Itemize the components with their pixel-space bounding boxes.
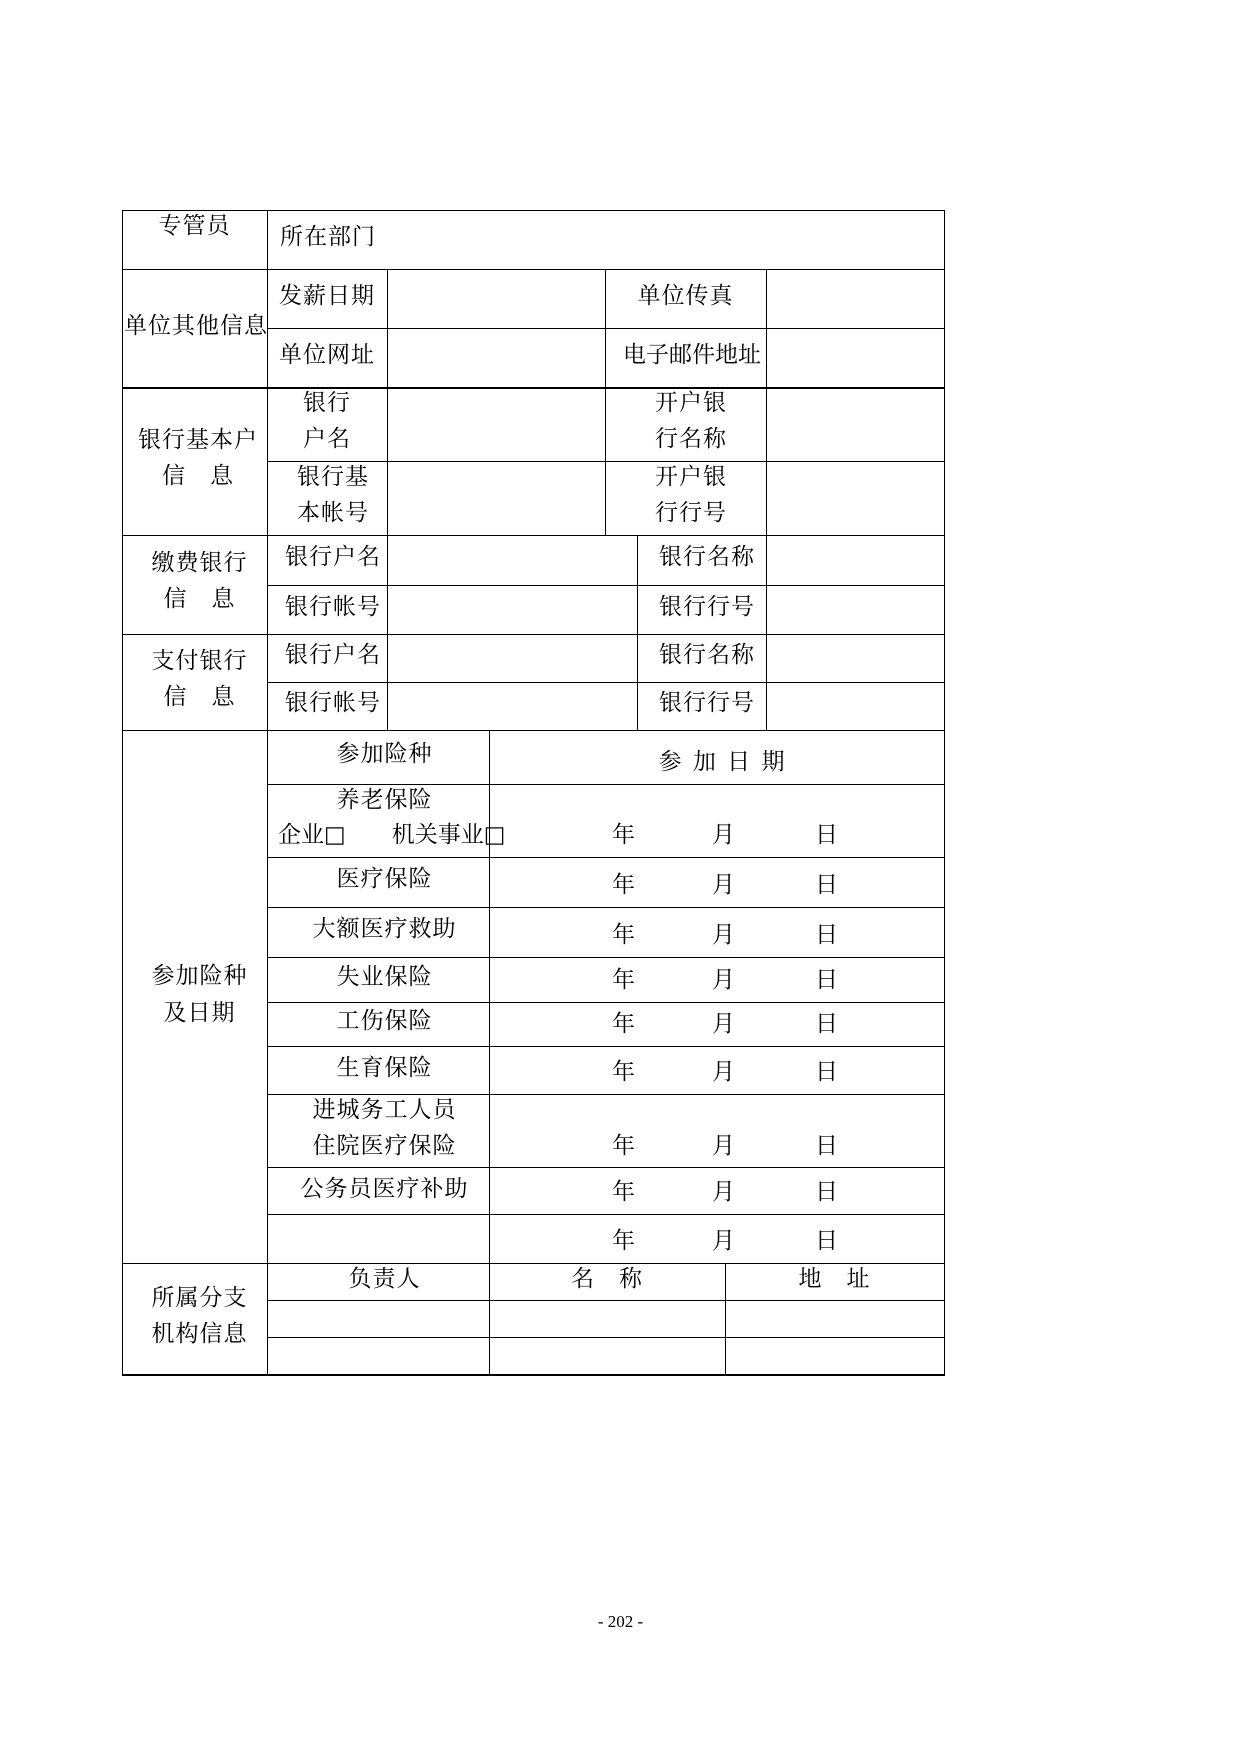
pay-bank-no-field[interactable] <box>769 685 942 728</box>
extra-insurance-field[interactable] <box>270 1217 487 1261</box>
basic-acct-name-label-2: 户名 <box>303 426 351 452</box>
medical-insurance-label: 医疗保险 <box>336 866 433 892</box>
fee-acct-name-label: 银行户名 <box>285 544 381 570</box>
unemployment-date-year: 年 <box>612 967 635 993</box>
maternity-date-day: 日 <box>815 1059 838 1085</box>
extra-date-year: 年 <box>612 1228 635 1254</box>
extra-date-month: 月 <box>712 1228 735 1254</box>
unemployment-insurance-label: 失业保险 <box>336 964 433 990</box>
large-medical-date-month: 月 <box>712 922 735 948</box>
row-divider <box>122 269 945 270</box>
basic-bank-name-label: 开户银 <box>655 390 727 416</box>
fee-bank-no-field[interactable] <box>769 588 942 632</box>
basic-bank-section-label: 银行基本户 <box>138 427 258 453</box>
fee-bank-no-label: 银行行号 <box>659 594 755 620</box>
basic-bank-name-field[interactable] <box>769 390 942 459</box>
email-label: 电子邮件地址 <box>623 342 761 368</box>
page-number: - 202 - <box>597 1612 644 1631</box>
maternity-date-month: 月 <box>712 1059 735 1085</box>
basic-bank-no-field[interactable] <box>769 464 942 533</box>
department-field[interactable] <box>430 222 930 258</box>
medical-date-year: 年 <box>612 872 635 898</box>
insurance-section-label-2: 及日期 <box>163 1000 236 1026</box>
branch-section-label: 所属分支 <box>151 1285 248 1311</box>
migrant-date-month: 月 <box>712 1133 735 1159</box>
fee-acct-no-field[interactable] <box>390 588 635 632</box>
basic-bank-no-label-2: 行行号 <box>655 500 727 526</box>
row-divider <box>267 328 945 329</box>
branch-name-field[interactable] <box>492 1303 723 1335</box>
row-divider <box>122 730 945 731</box>
large-medical-aid-label: 大额医疗救助 <box>312 916 457 942</box>
other-info-section-label: 单位其他信息 <box>124 313 268 339</box>
pay-bank-name-field[interactable] <box>769 637 942 680</box>
migrant-worker-insurance-label-2: 住院医疗保险 <box>312 1133 457 1159</box>
row-divider <box>267 1337 945 1338</box>
civil-servant-medical-label: 公务员医疗补助 <box>300 1176 469 1202</box>
branch-address-field[interactable] <box>728 1303 942 1335</box>
work-injury-insurance-label: 工伤保险 <box>336 1008 433 1034</box>
branch-head-header: 负责人 <box>348 1266 421 1292</box>
department-label: 所在部门 <box>280 224 376 250</box>
row-divider <box>267 1167 945 1168</box>
website-label: 单位网址 <box>279 342 375 368</box>
migrant-worker-insurance-label: 进城务工人员 <box>312 1097 457 1123</box>
basic-bank-section-label-2: 信 息 <box>162 463 234 489</box>
branch-name-field[interactable] <box>492 1340 723 1372</box>
basic-acct-no-label-2: 本帐号 <box>297 500 369 526</box>
row-divider <box>122 634 945 635</box>
civil-date-month: 月 <box>712 1179 735 1205</box>
pay-acct-name-field[interactable] <box>390 637 635 680</box>
fee-bank-name-field[interactable] <box>769 538 942 583</box>
fee-acct-name-field[interactable] <box>390 538 635 583</box>
branch-name-header: 名 称 <box>571 1266 643 1292</box>
row-divider <box>267 857 945 858</box>
row-divider <box>267 1046 945 1047</box>
branch-address-field[interactable] <box>728 1340 942 1372</box>
row-divider <box>267 585 945 586</box>
insurance-type-header: 参加险种 <box>336 741 433 767</box>
pay-bank-name-label: 银行名称 <box>659 642 755 668</box>
pay-date-field[interactable] <box>390 272 603 326</box>
pay-acct-no-field[interactable] <box>390 685 635 728</box>
fee-bank-section-label-2: 信 息 <box>163 586 236 612</box>
basic-bank-name-label-2: 行名称 <box>655 426 727 452</box>
medical-date-day: 日 <box>815 872 838 898</box>
migrant-date-day: 日 <box>815 1133 838 1159</box>
work-injury-date-year: 年 <box>612 1011 635 1037</box>
branch-head-field[interactable] <box>270 1303 487 1335</box>
pay-date-label: 发薪日期 <box>279 283 375 309</box>
unemployment-date-month: 月 <box>712 967 735 993</box>
row-divider <box>267 1214 945 1215</box>
pension-insurance-label: 养老保险 <box>336 787 433 813</box>
supervisor-label: 专管员 <box>158 213 231 239</box>
migrant-date-year: 年 <box>612 1133 635 1159</box>
fee-acct-no-label: 银行帐号 <box>285 594 381 620</box>
work-injury-date-month: 月 <box>712 1011 735 1037</box>
unemployment-date-day: 日 <box>815 967 838 993</box>
insurance-date-header: 参 加 日 期 <box>658 749 787 775</box>
large-medical-date-year: 年 <box>612 922 635 948</box>
table-border-bottom <box>122 1374 945 1376</box>
pension-unit-type-options[interactable]: 企业□ 机关事业□ <box>278 822 506 848</box>
website-field[interactable] <box>390 331 603 385</box>
fee-bank-name-label: 银行名称 <box>659 544 755 570</box>
extra-date-day: 日 <box>815 1228 838 1254</box>
basic-acct-name-label: 银行 <box>303 390 351 416</box>
table-border-right <box>944 210 945 1375</box>
pension-date-month: 月 <box>712 822 735 848</box>
fax-field[interactable] <box>769 272 942 326</box>
branch-section-label-2: 机构信息 <box>151 1321 248 1347</box>
table-border-left <box>122 210 123 1375</box>
basic-acct-name-field[interactable] <box>390 390 603 459</box>
pension-date-year: 年 <box>612 822 635 848</box>
pension-date-day: 日 <box>815 822 838 848</box>
pay-bank-section-label: 支付银行 <box>151 648 248 674</box>
email-field[interactable] <box>769 331 942 385</box>
civil-date-day: 日 <box>815 1179 838 1205</box>
branch-address-header: 地 址 <box>798 1266 871 1292</box>
insurance-section-label: 参加险种 <box>151 963 248 989</box>
branch-head-field[interactable] <box>270 1340 487 1372</box>
maternity-date-year: 年 <box>612 1059 635 1085</box>
basic-acct-no-field[interactable] <box>390 464 603 533</box>
pay-acct-no-label: 银行帐号 <box>285 690 381 716</box>
medical-date-month: 月 <box>712 872 735 898</box>
work-injury-date-day: 日 <box>815 1011 838 1037</box>
maternity-insurance-label: 生育保险 <box>336 1055 433 1081</box>
row-divider <box>122 535 945 536</box>
basic-bank-no-label: 开户银 <box>655 464 727 490</box>
pay-bank-section-label-2: 信 息 <box>163 684 236 710</box>
large-medical-date-day: 日 <box>815 922 838 948</box>
fee-bank-section-label: 缴费银行 <box>151 550 248 576</box>
row-divider <box>267 907 945 908</box>
pay-acct-name-label: 银行户名 <box>285 642 381 668</box>
basic-acct-no-label: 银行基 <box>297 464 369 490</box>
fax-label: 单位传真 <box>637 283 734 309</box>
pay-bank-no-label: 银行行号 <box>659 690 755 716</box>
row-divider <box>122 387 945 389</box>
row-divider <box>267 1300 945 1301</box>
civil-date-year: 年 <box>612 1179 635 1205</box>
